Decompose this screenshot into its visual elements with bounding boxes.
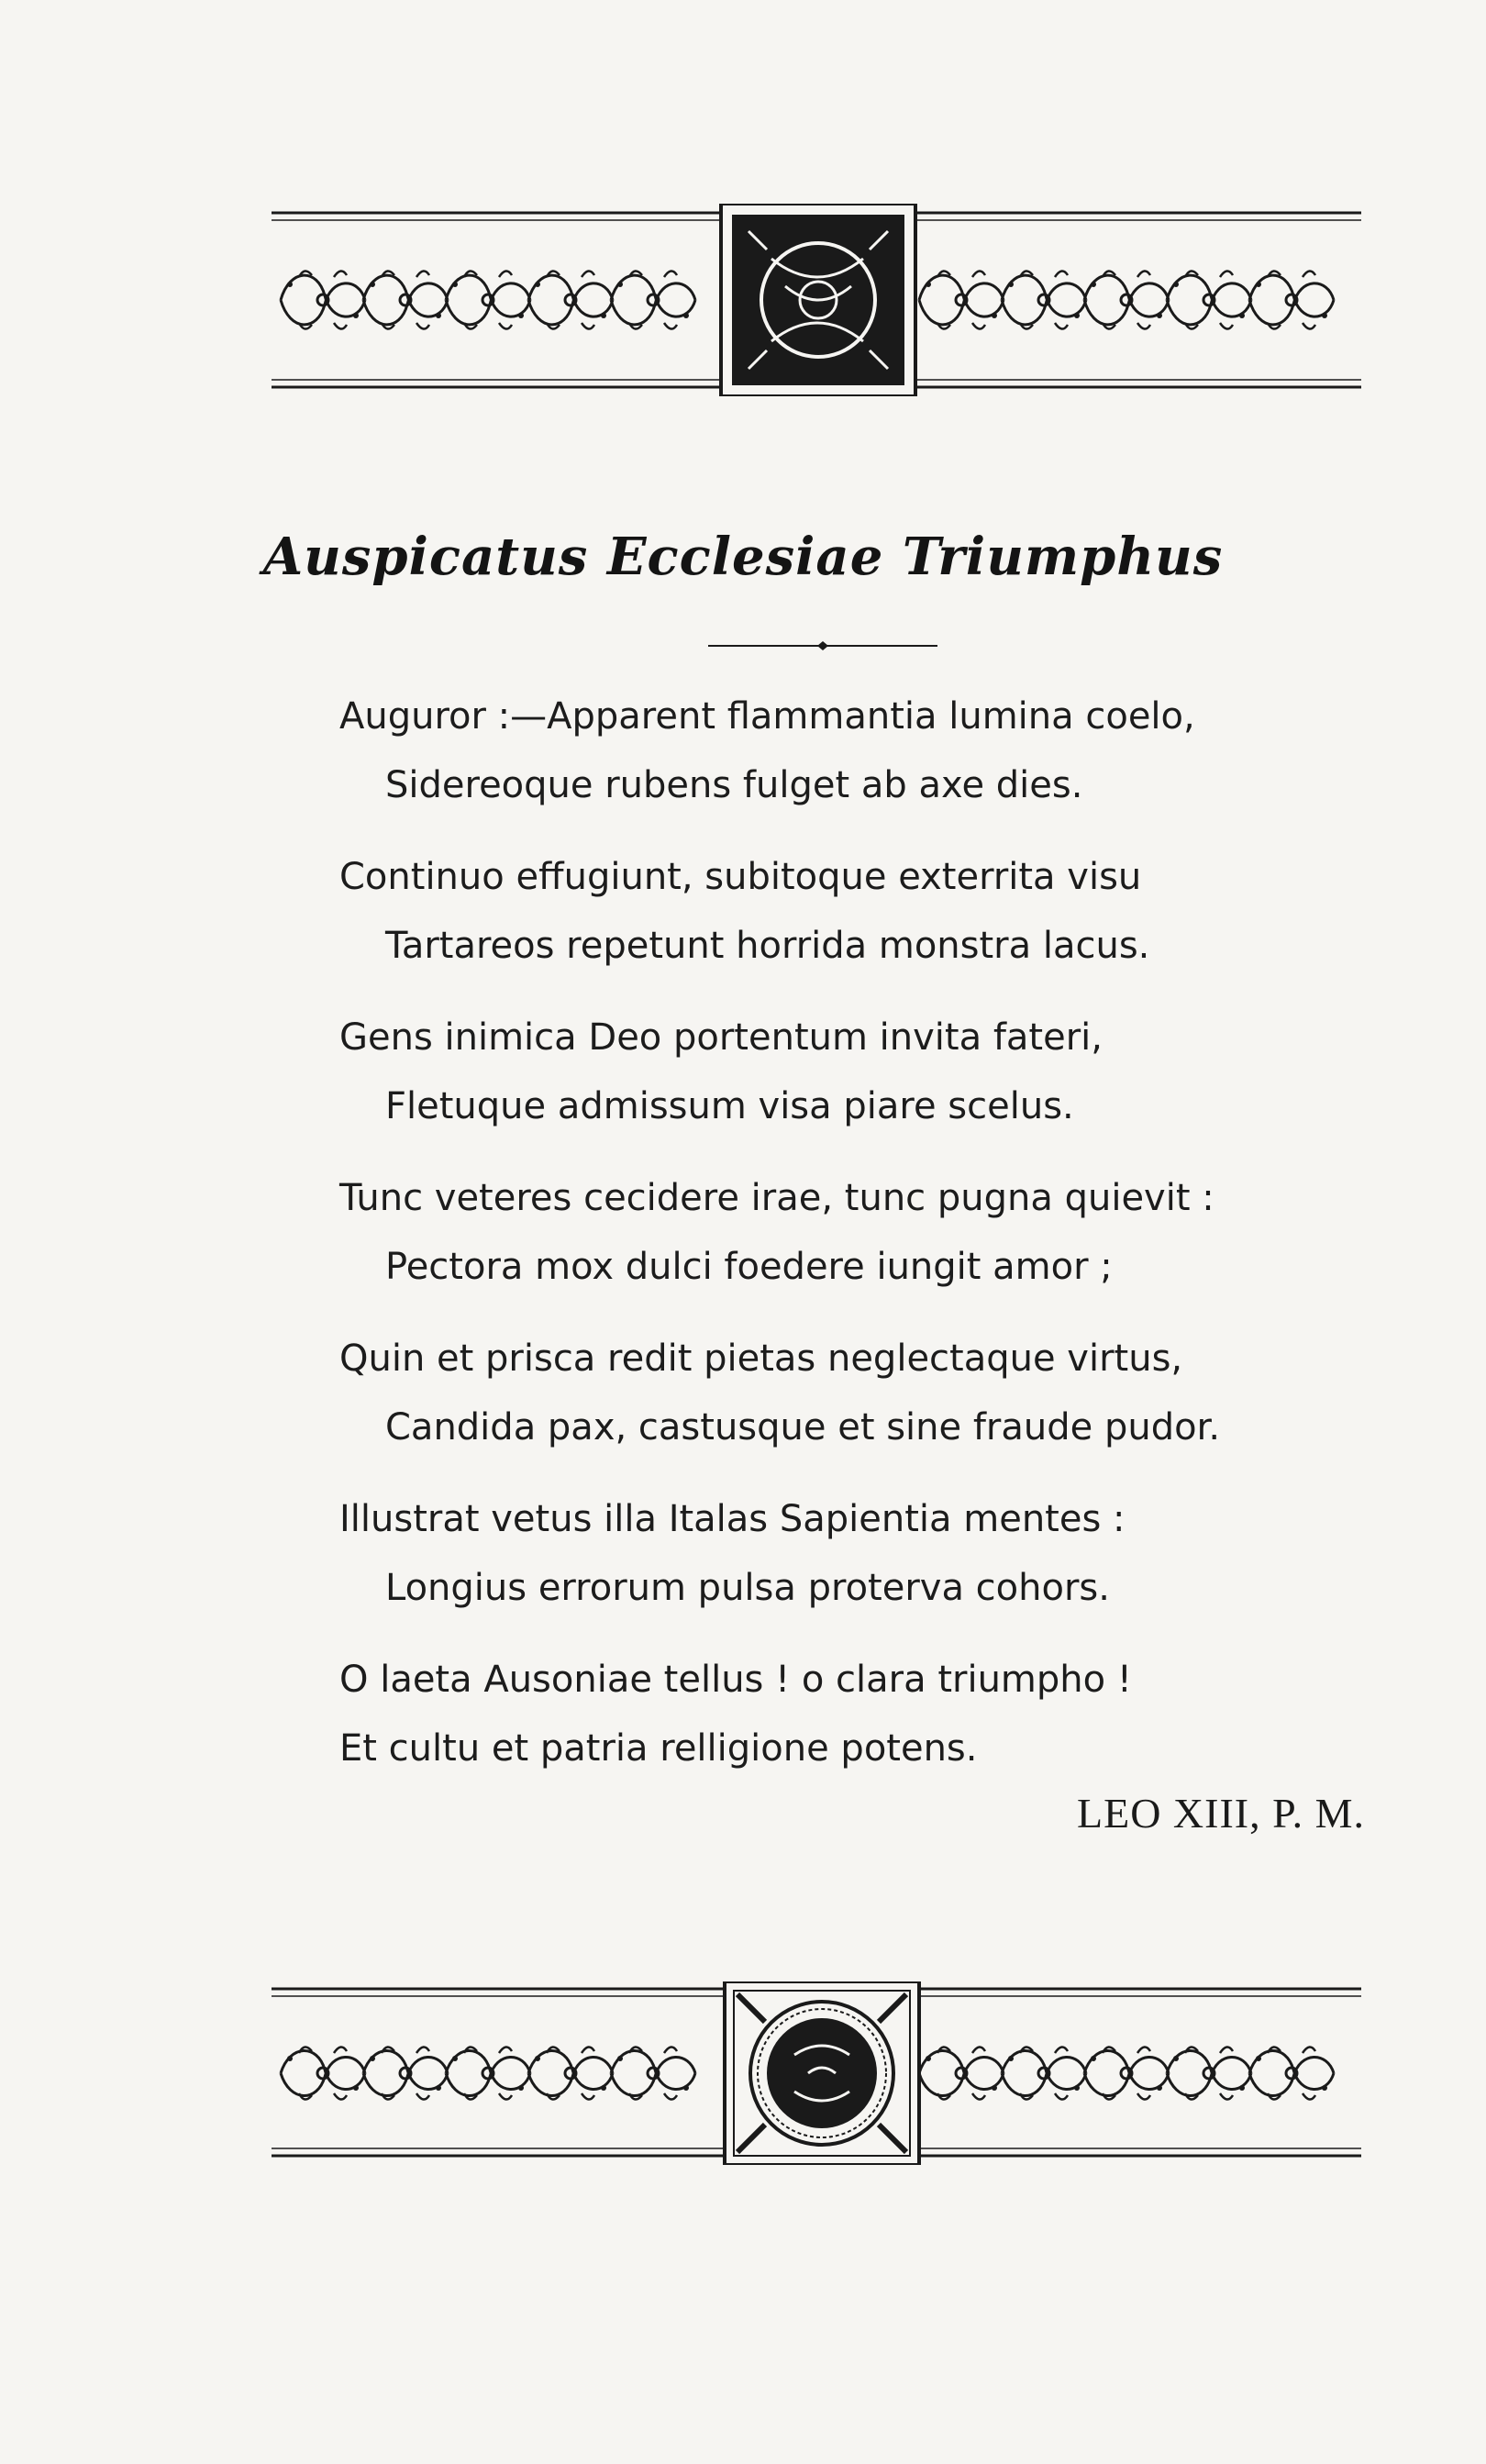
verse-line: Auguror :—Apparent flammantia lumina coelo, xyxy=(339,695,1195,738)
stanza xyxy=(339,1485,1367,1623)
stanza xyxy=(339,1004,1367,1141)
verse-line: Quin et prisca redit pietas neglectaque virtus, xyxy=(339,1337,1183,1380)
verse-line: O laeta Ausoniae tellus ! o clara triumpho ! xyxy=(339,1659,1132,1701)
top-ornament-band xyxy=(272,204,1361,396)
woodcut-medallion-icon xyxy=(721,204,915,396)
verse-line: Candida pax, castusque et sine fraude pudor. xyxy=(385,1406,1221,1448)
verse-line: Longius errorum pulsa proterva cohors. xyxy=(385,1567,1110,1609)
author-signature: LEO XIII, P. M. xyxy=(1077,1790,1365,1837)
verse-line: Et cultu et patria relligione potens. xyxy=(339,1727,978,1770)
stanza xyxy=(339,683,1367,820)
poem-body xyxy=(339,683,1367,1806)
stanza xyxy=(339,1325,1367,1462)
stanza xyxy=(339,1164,1367,1302)
stanza xyxy=(339,843,1367,981)
verse-line: Fletuque admissum visa piare scelus. xyxy=(385,1085,1074,1127)
bottom-ornament-band xyxy=(272,1981,1361,2165)
round-seal-medallion-icon xyxy=(725,1981,919,2165)
verse-line: Tartareos repetunt horrida monstra lacus. xyxy=(385,925,1150,967)
verse-line: Sidereoque rubens fulget ab axe dies. xyxy=(385,764,1083,806)
verse-line: Pectora mox dulci foedere iungit amor ; xyxy=(385,1246,1113,1288)
stanza xyxy=(339,1646,1367,1783)
verse-line: Illustrat vetus illa Italas Sapientia mentes : xyxy=(339,1498,1126,1540)
verse-line: Tunc veteres cecidere irae, tunc pugna quievit : xyxy=(339,1177,1214,1219)
verse-line: Gens inimica Deo portentum invita fateri, xyxy=(339,1016,1103,1059)
verse-line: Continuo effugiunt, subitoque exterrita visu xyxy=(339,856,1142,898)
title-divider xyxy=(708,640,937,651)
poem-title: Auspicatus Ecclesiae Triumphus xyxy=(262,527,1224,587)
scroll-ornament-band-icon xyxy=(272,1981,1361,2165)
scroll-ornament-band-icon xyxy=(272,204,1361,396)
